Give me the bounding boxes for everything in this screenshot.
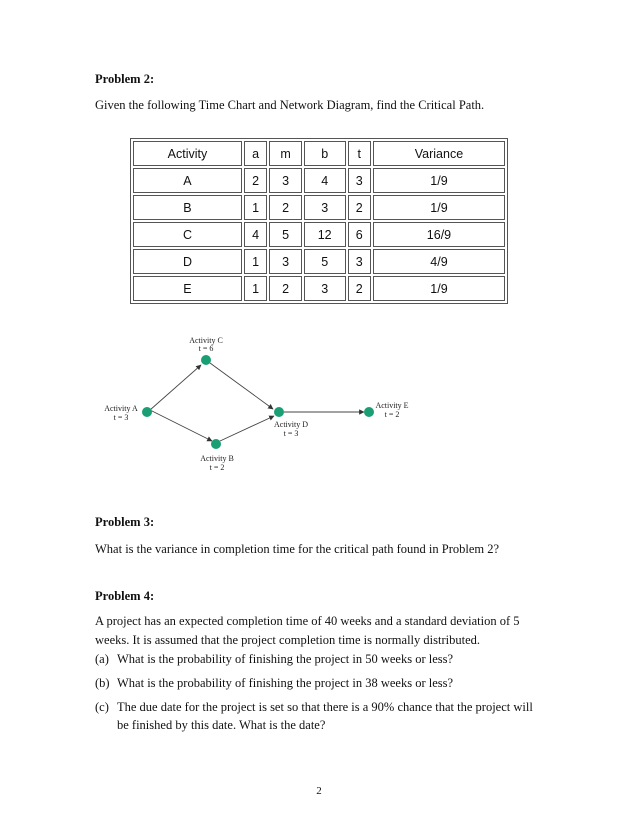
table-cell: 6 bbox=[348, 222, 371, 247]
node-d bbox=[274, 407, 284, 417]
option-c-text: The due date for the project is set so that there is a 90% chance that the project will be finished by this date. What is the date? bbox=[117, 700, 533, 732]
table-cell: 16/9 bbox=[373, 222, 505, 247]
time-chart-table bbox=[130, 138, 508, 304]
header-b: b bbox=[304, 141, 346, 166]
header-variance: Variance bbox=[373, 141, 505, 166]
problem-2-text: Given the following Time Chart and Network Diagram, find the Critical Path. bbox=[95, 98, 485, 112]
problem-2-heading: Problem 2: bbox=[95, 72, 155, 86]
node-c-label: Activity C bbox=[189, 336, 223, 345]
table-cell: 3 bbox=[304, 195, 346, 220]
table-cell: B bbox=[133, 195, 242, 220]
table-cell: 2 bbox=[348, 276, 371, 301]
table-cell: 3 bbox=[348, 168, 371, 193]
table-row bbox=[133, 222, 505, 247]
header-a: a bbox=[244, 141, 267, 166]
table-cell: 1 bbox=[244, 276, 267, 301]
option-a bbox=[95, 650, 535, 668]
table-cell: 3 bbox=[269, 168, 302, 193]
table-cell: 2 bbox=[244, 168, 267, 193]
node-d-label: Activity D bbox=[274, 420, 308, 429]
option-c bbox=[95, 698, 535, 734]
table-cell: 4/9 bbox=[373, 249, 505, 274]
problem-4-heading: Problem 4: bbox=[95, 589, 155, 603]
table-cell: 2 bbox=[269, 276, 302, 301]
edge-c-d bbox=[210, 363, 273, 409]
table-cell: 4 bbox=[244, 222, 267, 247]
page-number: 2 bbox=[316, 785, 322, 797]
header-m: m bbox=[269, 141, 302, 166]
header-t: t bbox=[348, 141, 371, 166]
option-a-text: What is the probability of finishing the project in 50 weeks or less? bbox=[117, 652, 454, 666]
table-cell: C bbox=[133, 222, 242, 247]
table-cell: 3 bbox=[304, 276, 346, 301]
table-cell: 1 bbox=[244, 195, 267, 220]
option-c-label: (c) bbox=[95, 700, 109, 714]
node-b-time: t = 2 bbox=[209, 463, 225, 472]
option-b-label: (b) bbox=[95, 676, 110, 690]
node-e bbox=[364, 407, 374, 417]
table-cell: 1/9 bbox=[373, 276, 505, 301]
table-cell: 5 bbox=[304, 249, 346, 274]
node-e-time: t = 2 bbox=[384, 410, 400, 419]
node-d-time: t = 3 bbox=[283, 429, 299, 438]
option-a-label: (a) bbox=[95, 652, 109, 666]
problem-3-text: What is the variance in completion time for the critical path found in Problem 2? bbox=[95, 542, 500, 556]
table-row bbox=[133, 276, 505, 301]
table-cell: 3 bbox=[348, 249, 371, 274]
table-row bbox=[133, 168, 505, 193]
edge-a-b bbox=[150, 410, 212, 441]
table-cell: 1/9 bbox=[373, 195, 505, 220]
problem-4-text: A project has an expected completion time of 40 weeks and a standard deviation of 5 weeks. It is assumed that the project completion time is normally distributed. bbox=[95, 614, 520, 647]
node-c bbox=[201, 355, 211, 365]
table-header-row bbox=[133, 141, 505, 166]
option-b bbox=[95, 674, 535, 692]
node-c-time: t = 6 bbox=[198, 344, 214, 353]
node-e-label: Activity E bbox=[375, 401, 409, 410]
header-activity: Activity bbox=[133, 141, 242, 166]
node-a-label: Activity A bbox=[104, 404, 138, 413]
table-cell: 1/9 bbox=[373, 168, 505, 193]
network-diagram bbox=[95, 330, 425, 480]
problem-3-heading: Problem 3: bbox=[95, 515, 155, 529]
table-row bbox=[133, 195, 505, 220]
edge-b-d bbox=[220, 416, 274, 441]
table-cell: 5 bbox=[269, 222, 302, 247]
node-a bbox=[142, 407, 152, 417]
table-cell: 1 bbox=[244, 249, 267, 274]
table-cell: E bbox=[133, 276, 242, 301]
table-cell: 12 bbox=[304, 222, 346, 247]
table-row bbox=[133, 249, 505, 274]
table-cell: D bbox=[133, 249, 242, 274]
node-b-label: Activity B bbox=[200, 454, 234, 463]
table-cell: 2 bbox=[269, 195, 302, 220]
table-cell: 4 bbox=[304, 168, 346, 193]
option-b-text: What is the probability of finishing the project in 38 weeks or less? bbox=[117, 676, 454, 690]
node-a-time: t = 3 bbox=[113, 413, 129, 422]
table-cell: 3 bbox=[269, 249, 302, 274]
table-cell: A bbox=[133, 168, 242, 193]
node-b bbox=[211, 439, 221, 449]
edge-a-c bbox=[150, 365, 201, 410]
table-cell: 2 bbox=[348, 195, 371, 220]
